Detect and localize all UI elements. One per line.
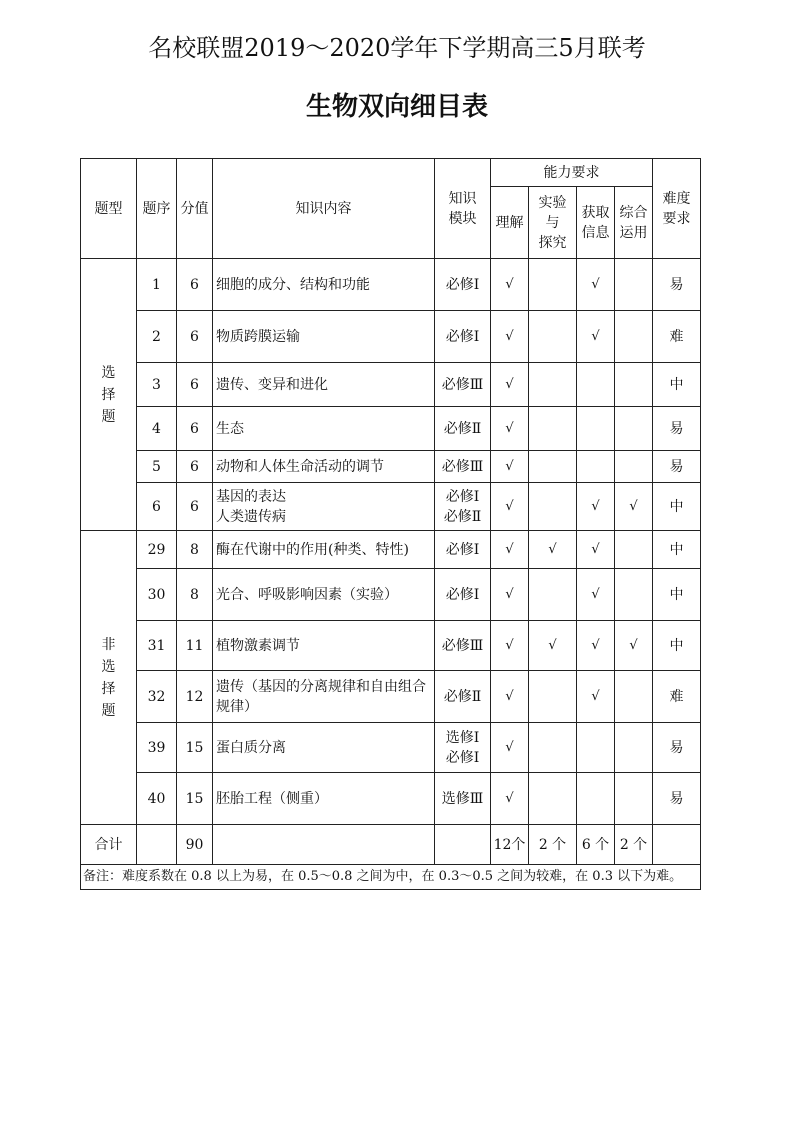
- cell-ability-experiment: [529, 451, 577, 483]
- cell-index: 32: [137, 671, 177, 723]
- cell-score: 6: [177, 311, 213, 363]
- total-ability-apply: 2 个: [615, 825, 653, 865]
- cell-ability-info: √: [577, 671, 615, 723]
- document-subtitle: 生物双向细目表: [305, 92, 488, 122]
- table-row: [81, 451, 701, 483]
- cell-index: 6: [137, 483, 177, 531]
- group-choice: 选择题: [81, 259, 137, 531]
- cell-score: 15: [177, 773, 213, 825]
- cell-content: 植物激素调节: [213, 621, 435, 671]
- note-text: 备注：难度系数在 0.8 以上为易，在 0.5～0.8 之间为中，在 0.3～0.5 之间为较难，在 0.3 以下为难。: [81, 865, 701, 890]
- cell-ability-info: [577, 363, 615, 407]
- cell-score: 8: [177, 569, 213, 621]
- cell-difficulty: 中: [653, 531, 701, 569]
- cell-content: 生态: [213, 407, 435, 451]
- cell-score: 8: [177, 531, 213, 569]
- cell-ability-understand: √: [491, 671, 529, 723]
- cell-score: 6: [177, 363, 213, 407]
- cell-ability-experiment: [529, 569, 577, 621]
- cell-module: 必修Ⅰ: [435, 569, 491, 621]
- cell-ability-understand: √: [491, 621, 529, 671]
- total-empty-content: [213, 825, 435, 865]
- cell-ability-info: [577, 451, 615, 483]
- cell-index: 31: [137, 621, 177, 671]
- cell-content: 物质跨膜运输: [213, 311, 435, 363]
- cell-score: 6: [177, 451, 213, 483]
- total-label: 合计: [81, 825, 137, 865]
- cell-module: 必修Ⅰ 必修Ⅱ: [435, 483, 491, 531]
- cell-content: 胚胎工程（侧重）: [213, 773, 435, 825]
- table-row: [81, 311, 701, 363]
- cell-difficulty: 中: [653, 363, 701, 407]
- cell-difficulty: 难: [653, 311, 701, 363]
- cell-ability-understand: √: [491, 723, 529, 773]
- total-empty-index: [137, 825, 177, 865]
- table-row: [81, 773, 701, 825]
- total-ability-info: 6 个: [577, 825, 615, 865]
- cell-difficulty: 中: [653, 569, 701, 621]
- cell-ability-experiment: [529, 671, 577, 723]
- total-row: [81, 825, 701, 865]
- cell-ability-understand: √: [491, 259, 529, 311]
- cell-index: 2: [137, 311, 177, 363]
- total-ability-experiment: 2 个: [529, 825, 577, 865]
- header-ability-apply: 综合 运用: [615, 187, 653, 259]
- cell-content: 基因的表达 人类遗传病: [213, 483, 435, 531]
- header-module: 知识 模块: [435, 159, 491, 259]
- cell-index: 5: [137, 451, 177, 483]
- cell-ability-apply: [615, 723, 653, 773]
- header-difficulty: 难度 要求: [653, 159, 701, 259]
- group-nonchoice: 非选择题: [81, 531, 137, 825]
- cell-index: 40: [137, 773, 177, 825]
- header-ability-experiment: 实验 与 探究: [529, 187, 577, 259]
- cell-content: 遗传、变异和进化: [213, 363, 435, 407]
- cell-score: 15: [177, 723, 213, 773]
- cell-ability-understand: √: [491, 363, 529, 407]
- spec-table: [80, 158, 701, 890]
- cell-ability-understand: √: [491, 311, 529, 363]
- cell-ability-experiment: [529, 773, 577, 825]
- cell-ability-apply: [615, 311, 653, 363]
- cell-ability-experiment: [529, 407, 577, 451]
- cell-content: 细胞的成分、结构和功能: [213, 259, 435, 311]
- header-score: 分值: [177, 159, 213, 259]
- cell-ability-info: √: [577, 259, 615, 311]
- cell-ability-info: √: [577, 311, 615, 363]
- cell-ability-apply: [615, 363, 653, 407]
- header-index: 题序: [137, 159, 177, 259]
- cell-score: 11: [177, 621, 213, 671]
- cell-index: 3: [137, 363, 177, 407]
- cell-module: 必修Ⅰ: [435, 531, 491, 569]
- cell-difficulty: 易: [653, 407, 701, 451]
- cell-difficulty: 易: [653, 773, 701, 825]
- cell-ability-experiment: [529, 259, 577, 311]
- table-row: [81, 671, 701, 723]
- header-ability: 能力要求: [491, 159, 653, 187]
- cell-ability-understand: √: [491, 773, 529, 825]
- table-row: [81, 363, 701, 407]
- cell-ability-apply: [615, 451, 653, 483]
- cell-ability-info: [577, 407, 615, 451]
- cell-score: 6: [177, 259, 213, 311]
- cell-content: 光合、呼吸影响因素（实验）: [213, 569, 435, 621]
- cell-ability-apply: √: [615, 621, 653, 671]
- cell-module: 必修Ⅰ: [435, 259, 491, 311]
- total-empty-module: [435, 825, 491, 865]
- table-row: [81, 569, 701, 621]
- cell-ability-experiment: √: [529, 621, 577, 671]
- cell-difficulty: 中: [653, 483, 701, 531]
- header-ability-understand: 理解: [491, 187, 529, 259]
- cell-index: 29: [137, 531, 177, 569]
- table-row: [81, 483, 701, 531]
- cell-ability-apply: [615, 773, 653, 825]
- cell-difficulty: 难: [653, 671, 701, 723]
- cell-ability-experiment: [529, 723, 577, 773]
- cell-module: 必修Ⅲ: [435, 451, 491, 483]
- table-row: [81, 723, 701, 773]
- cell-index: 30: [137, 569, 177, 621]
- table-row: [81, 621, 701, 671]
- cell-score: 6: [177, 407, 213, 451]
- cell-difficulty: 易: [653, 259, 701, 311]
- cell-content: 动物和人体生命活动的调节: [213, 451, 435, 483]
- cell-ability-apply: √: [615, 483, 653, 531]
- note-row: [81, 865, 701, 890]
- header-content: 知识内容: [213, 159, 435, 259]
- cell-content: 遗传（基因的分离规律和自由组合规律）: [213, 671, 435, 723]
- cell-ability-info: √: [577, 483, 615, 531]
- cell-ability-experiment: [529, 311, 577, 363]
- header-type: 题型: [81, 159, 137, 259]
- cell-ability-info: √: [577, 621, 615, 671]
- table-row: [81, 531, 701, 569]
- cell-score: 6: [177, 483, 213, 531]
- cell-index: 4: [137, 407, 177, 451]
- cell-ability-apply: [615, 259, 653, 311]
- total-ability-understand: 12个: [491, 825, 529, 865]
- total-empty-difficulty: [653, 825, 701, 865]
- cell-ability-apply: [615, 531, 653, 569]
- cell-module: 必修Ⅱ: [435, 671, 491, 723]
- cell-ability-info: [577, 723, 615, 773]
- cell-ability-info: √: [577, 569, 615, 621]
- cell-score: 12: [177, 671, 213, 723]
- table-row: [81, 407, 701, 451]
- cell-ability-info: √: [577, 531, 615, 569]
- cell-ability-apply: [615, 671, 653, 723]
- cell-ability-apply: [615, 407, 653, 451]
- cell-ability-experiment: [529, 363, 577, 407]
- cell-ability-experiment: √: [529, 531, 577, 569]
- cell-ability-apply: [615, 569, 653, 621]
- cell-ability-info: [577, 773, 615, 825]
- document-title: 名校联盟2019～2020学年下学期高三5月联考: [148, 34, 646, 62]
- cell-content: 蛋白质分离: [213, 723, 435, 773]
- cell-ability-understand: √: [491, 569, 529, 621]
- cell-ability-understand: √: [491, 451, 529, 483]
- cell-difficulty: 易: [653, 723, 701, 773]
- cell-module: 必修Ⅱ: [435, 407, 491, 451]
- cell-ability-understand: √: [491, 531, 529, 569]
- cell-index: 39: [137, 723, 177, 773]
- cell-module: 必修Ⅰ: [435, 311, 491, 363]
- total-score: 90: [177, 825, 213, 865]
- cell-difficulty: 易: [653, 451, 701, 483]
- cell-module: 选修Ⅰ 必修Ⅰ: [435, 723, 491, 773]
- header-ability-info: 获取 信息: [577, 187, 615, 259]
- cell-ability-understand: √: [491, 483, 529, 531]
- cell-index: 1: [137, 259, 177, 311]
- cell-ability-understand: √: [491, 407, 529, 451]
- cell-module: 选修Ⅲ: [435, 773, 491, 825]
- cell-difficulty: 中: [653, 621, 701, 671]
- cell-content: 酶在代谢中的作用(种类、特性): [213, 531, 435, 569]
- cell-module: 必修Ⅲ: [435, 363, 491, 407]
- table-row: [81, 259, 701, 311]
- cell-ability-experiment: [529, 483, 577, 531]
- cell-module: 必修Ⅲ: [435, 621, 491, 671]
